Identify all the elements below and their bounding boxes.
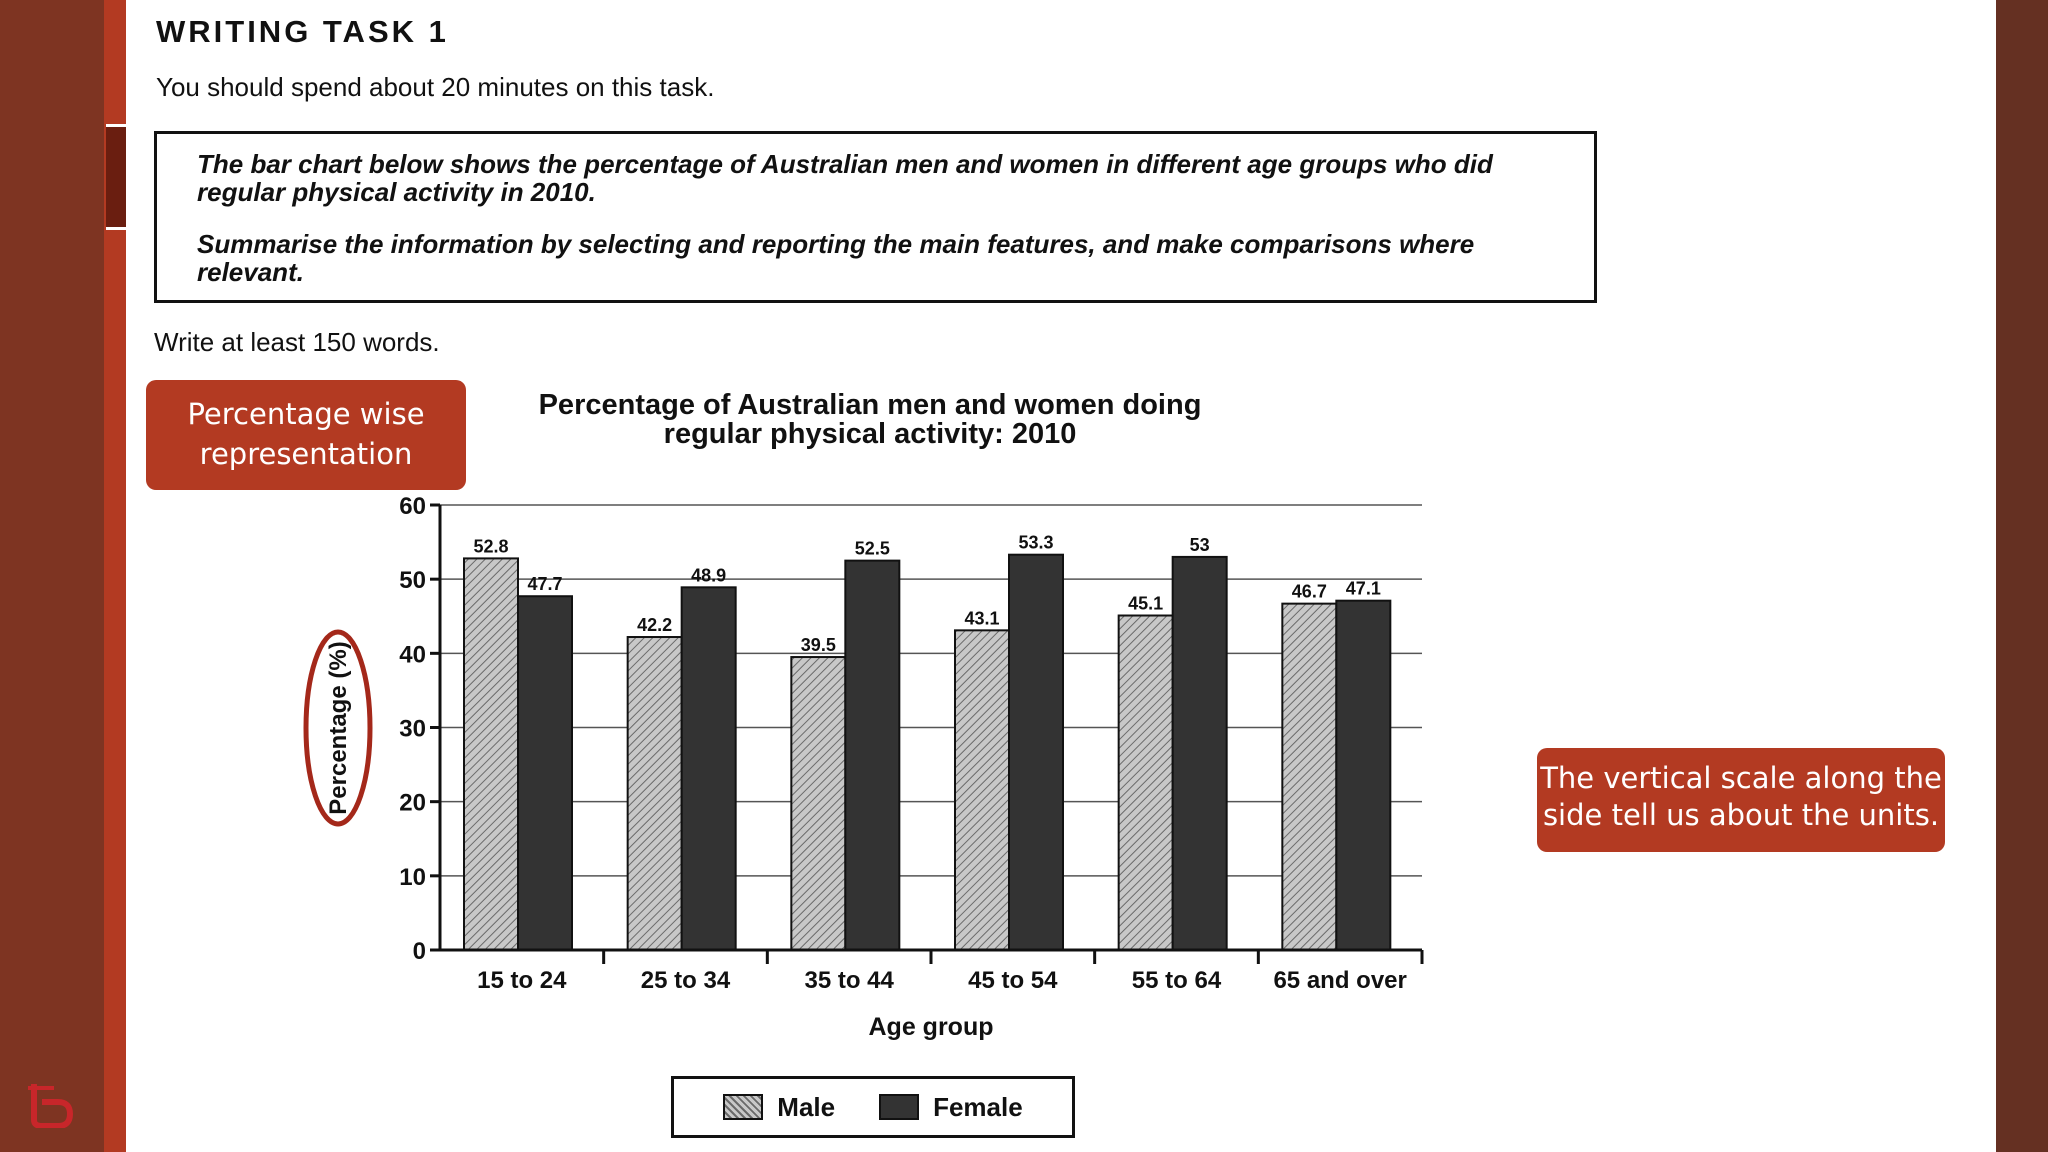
bar-male <box>464 558 518 950</box>
bar-male <box>955 630 1009 950</box>
data-label: 53.3 <box>1018 532 1054 553</box>
x-tick-label: 15 to 24 <box>477 967 567 994</box>
legend-swatch-female <box>879 1094 919 1120</box>
bar-female <box>1173 557 1227 950</box>
data-label: 45.1 <box>1128 593 1164 614</box>
x-tick-label: 55 to 64 <box>1131 967 1222 994</box>
callout-vertical-scale: The vertical scale along the side tell us about the units. <box>1537 748 1945 852</box>
y-tick-label: 50 <box>399 567 426 595</box>
data-label: 48.9 <box>691 565 727 586</box>
bar-female <box>518 596 572 950</box>
legend-label-female: Female <box>933 1091 1023 1122</box>
legend-item-female <box>879 1092 1023 1123</box>
bar-male <box>628 637 682 950</box>
bar-male <box>1282 604 1336 950</box>
x-axis-label: Age group <box>868 1013 994 1041</box>
prompt-instruction: Summarise the information by selecting and reporting the main features, and make comparisons where relevant. <box>197 229 1475 287</box>
legend-swatch-male <box>723 1094 763 1120</box>
legend-label-male: Male <box>777 1091 836 1122</box>
x-tick-label: 35 to 44 <box>804 967 894 994</box>
word-count-instruction: Write at least 150 words. <box>154 327 440 357</box>
data-label: 47.1 <box>1345 578 1381 599</box>
y-tick-label: 20 <box>399 789 426 817</box>
task-title: WRITING TASK 1 <box>156 14 449 49</box>
chart-title-line2: regular physical activity: 2010 <box>663 418 1077 450</box>
bar-male <box>1119 616 1173 950</box>
data-label: 39.5 <box>800 635 836 656</box>
x-tick-label: 65 and over <box>1273 967 1407 994</box>
callout-percentage: Percentage wise representation <box>146 380 466 490</box>
data-label: 53 <box>1189 534 1210 555</box>
x-tick-label: 45 to 54 <box>968 967 1058 994</box>
x-tick-label: 25 to 34 <box>640 967 731 994</box>
data-label: 43.1 <box>964 608 1000 629</box>
y-axis-label: Percentage (%) <box>325 641 352 815</box>
data-label: 47.7 <box>527 574 563 595</box>
y-tick-label: 60 <box>399 493 426 520</box>
y-tick-label: 0 <box>412 938 426 965</box>
data-label: 42.2 <box>637 615 673 636</box>
chart-title-line1: Percentage of Australian men and women doing <box>538 389 1202 421</box>
bar-female <box>1336 601 1390 950</box>
task-instruction: You should spend about 20 minutes on this task. <box>156 72 715 102</box>
chart-legend <box>671 1076 1075 1138</box>
y-tick-label: 40 <box>399 641 426 669</box>
bar-female <box>1009 555 1063 950</box>
bar-female <box>845 561 899 950</box>
y-tick-label: 10 <box>399 863 426 891</box>
bar-male <box>791 657 845 950</box>
y-tick-label: 30 <box>399 715 426 743</box>
data-label: 52.5 <box>854 538 890 559</box>
data-label: 46.7 <box>1291 581 1327 602</box>
prompt-description: The bar chart below shows the percentage of Australian men and women in different age groups who did regular physical activity in 2010. <box>197 149 1493 207</box>
legend-item-male <box>723 1092 835 1123</box>
data-label: 52.8 <box>473 536 509 557</box>
bar-female <box>682 587 736 950</box>
